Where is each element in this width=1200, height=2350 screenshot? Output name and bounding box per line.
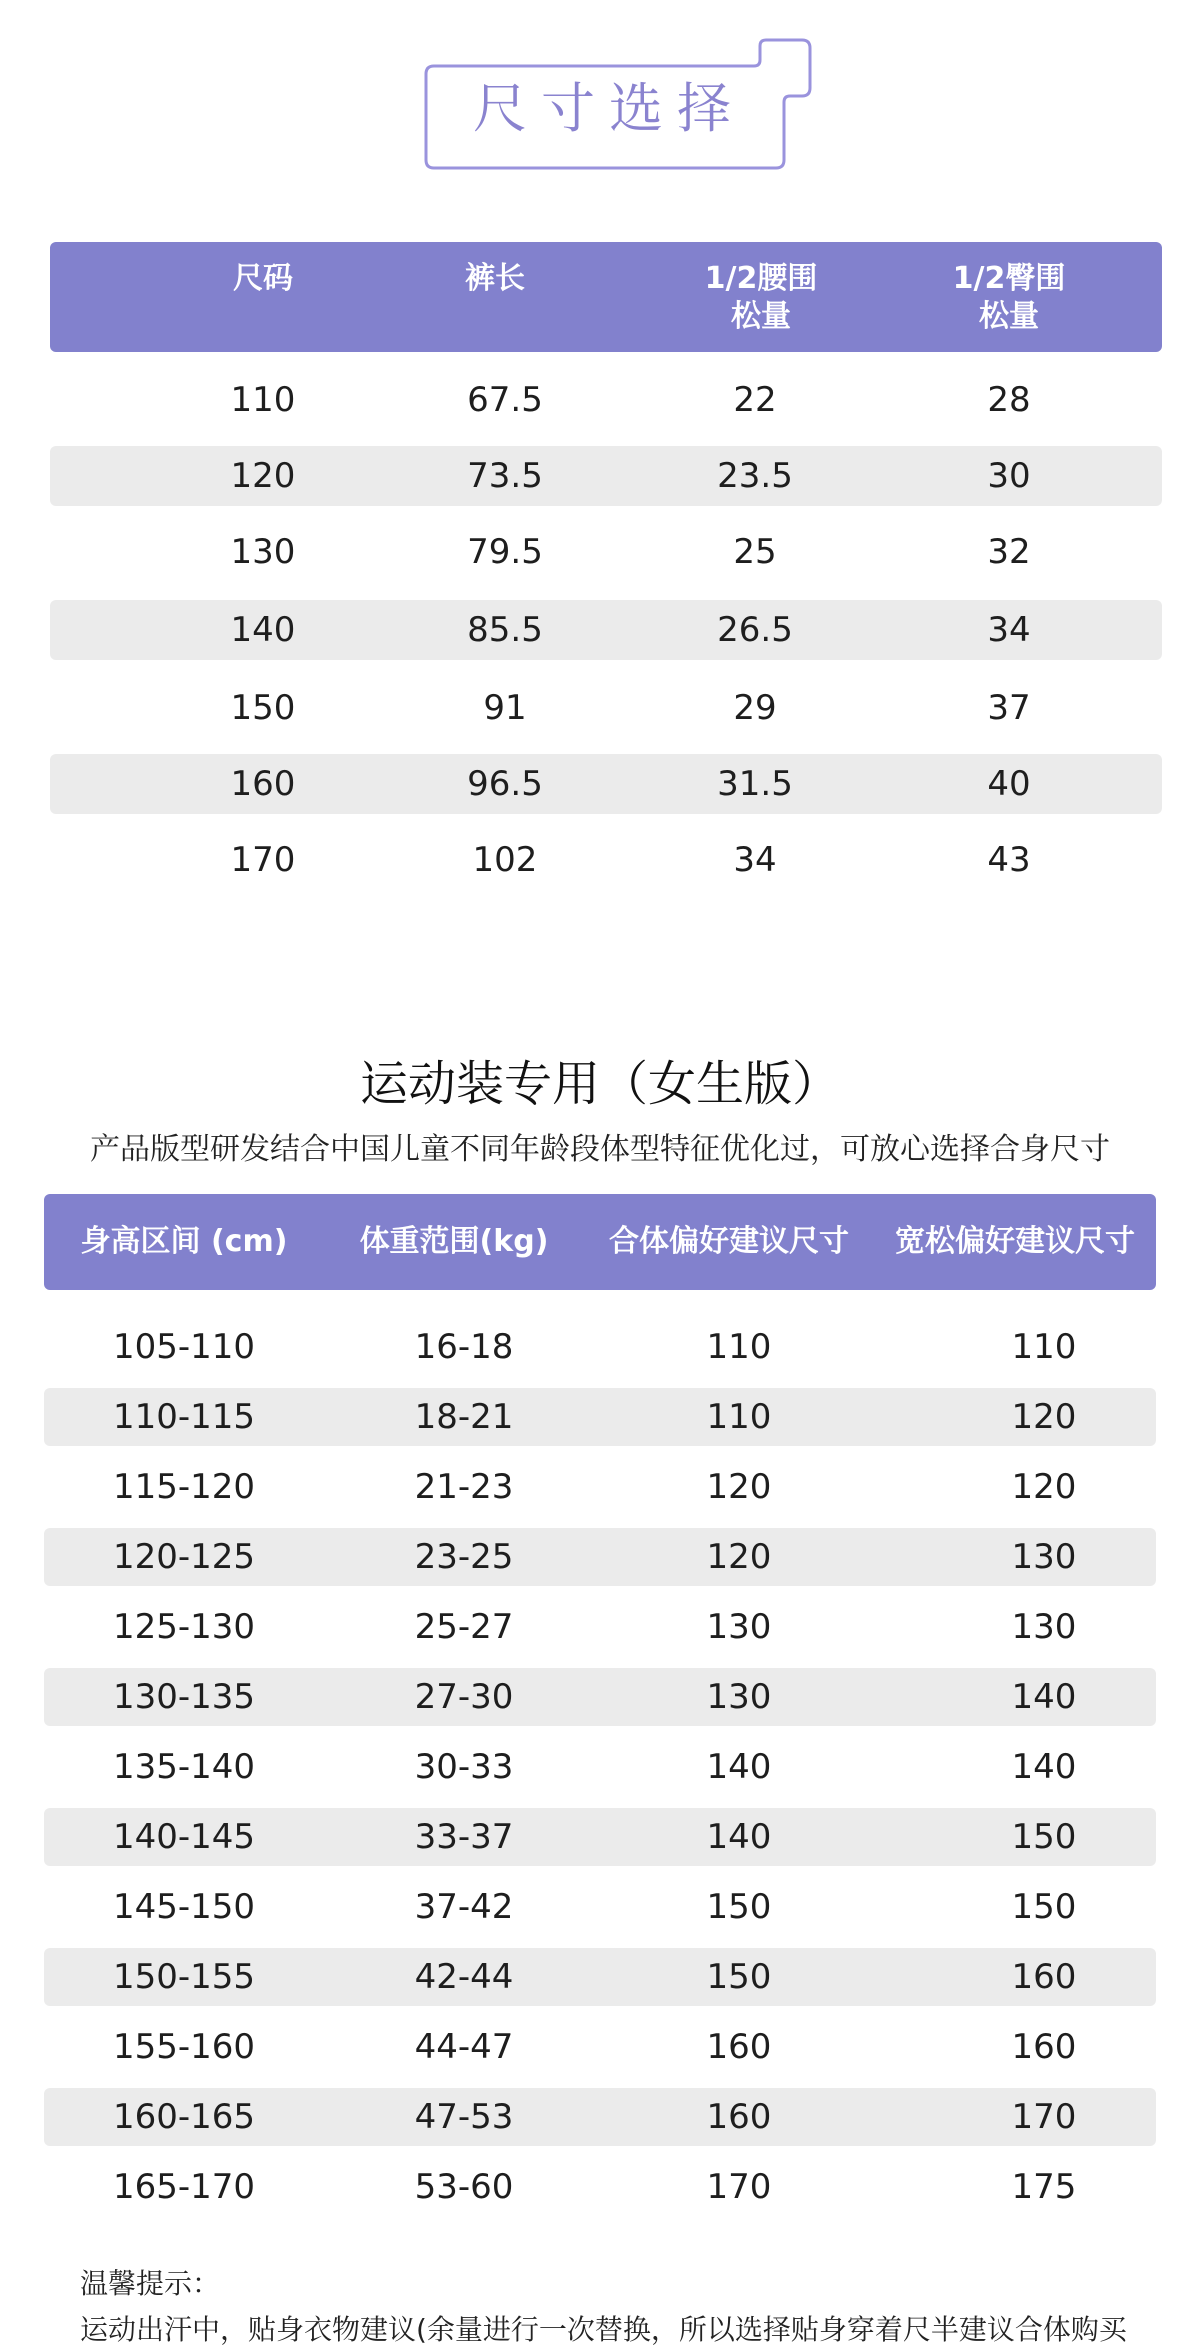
table-row [50,600,1162,660]
table-row [44,1528,1156,1586]
length-cell: 85.5 [467,610,543,650]
table-row [44,1738,1156,1796]
fit-size-cell: 160 [706,2097,772,2137]
loose-size-cell: 140 [1011,1747,1077,1787]
notice-title: 温馨提示： [80,2267,221,2300]
height-cell: 115-120 [112,1467,256,1507]
table-row [44,1318,1156,1376]
loose-size-cell: 130 [1011,1537,1077,1577]
waist-cell: 23.5 [717,456,793,496]
length-cell: 96.5 [467,764,543,804]
fit-size-cell: 150 [706,1887,772,1927]
table-row [50,370,1162,430]
notice-body: 运动出汗中，贴身衣物建议(余量进行一次替换，所以选择贴身穿着尺半建议合体购买 [80,2313,1127,2346]
size-table-header [50,242,1162,352]
size-cell: 120 [230,456,296,496]
table-row [44,1948,1156,2006]
recommend-header-loose: 宽松偏好建议尺寸 [895,1224,1135,1259]
hip-cell: 40 [987,764,1031,804]
table-row [44,1458,1156,1516]
height-cell: 145-150 [112,1887,256,1927]
height-cell: 155-160 [112,2027,256,2067]
length-cell: 102 [472,840,538,880]
table-row [44,1878,1156,1936]
height-cell: 140-145 [112,1817,256,1857]
height-cell: 160-165 [112,2097,256,2137]
hip-cell: 34 [987,610,1031,650]
weight-cell: 21-23 [414,1467,514,1507]
weight-cell: 25-27 [414,1607,514,1647]
waist-cell: 22 [733,380,777,420]
weight-cell: 37-42 [414,1887,514,1927]
loose-size-cell: 130 [1011,1607,1077,1647]
height-cell: 120-125 [112,1537,256,1577]
page-title: 尺寸选择 [473,77,745,140]
table-row [50,678,1162,738]
length-cell: 91 [483,688,527,728]
table-row [44,2088,1156,2146]
fit-size-cell: 130 [706,1607,772,1647]
loose-size-cell: 150 [1011,1817,1077,1857]
fit-size-cell: 120 [706,1537,772,1577]
hip-cell: 37 [987,688,1031,728]
waist-cell: 31.5 [717,764,793,804]
length-cell: 73.5 [467,456,543,496]
waist-cell: 34 [733,840,777,880]
size-cell: 110 [230,380,296,420]
recommend-table-header [44,1194,1156,1290]
weight-cell: 27-30 [414,1677,514,1717]
size-cell: 130 [230,532,296,572]
height-cell: 130-135 [112,1677,256,1717]
fit-size-cell: 120 [706,1467,772,1507]
table-row [44,1808,1156,1866]
fit-size-cell: 140 [706,1817,772,1857]
weight-cell: 44-47 [414,2027,514,2067]
size-header-waist: 1/2腰围 松量 [704,261,818,334]
waist-cell: 29 [733,688,777,728]
fit-size-cell: 110 [706,1397,772,1437]
loose-size-cell: 160 [1011,2027,1077,2067]
hip-cell: 30 [987,456,1031,496]
weight-cell: 23-25 [414,1537,514,1577]
fit-size-cell: 170 [706,2167,772,2207]
fit-size-cell: 140 [706,1747,772,1787]
loose-size-cell: 175 [1011,2167,1077,2207]
loose-size-cell: 170 [1011,2097,1077,2137]
weight-cell: 47-53 [414,2097,514,2137]
fit-size-cell: 110 [706,1327,772,1367]
size-cell: 140 [230,610,296,650]
height-cell: 135-140 [112,1747,256,1787]
weight-cell: 30-33 [414,1747,514,1787]
table-row [44,1388,1156,1446]
loose-size-cell: 120 [1011,1467,1077,1507]
size-header-hip: 1/2臀围 松量 [952,261,1066,334]
height-cell: 125-130 [112,1607,256,1647]
height-cell: 150-155 [112,1957,256,1997]
table-row [44,2018,1156,2076]
hip-cell: 43 [987,840,1031,880]
table-row [44,1668,1156,1726]
recommend-header-weight: 体重范围(kg) [359,1224,549,1259]
section-subtitle: 产品版型研发结合中国儿童不同年龄段体型特征优化过，可放心选择合身尺寸 [90,1132,1110,1167]
length-cell: 67.5 [467,380,543,420]
fit-size-cell: 150 [706,1957,772,1997]
loose-size-cell: 160 [1011,1957,1077,1997]
weight-cell: 18-21 [414,1397,514,1437]
weight-cell: 42-44 [414,1957,514,1997]
title-badge [424,38,814,170]
table-row [50,446,1162,506]
loose-size-cell: 110 [1011,1327,1077,1367]
table-row [50,522,1162,582]
waist-cell: 25 [733,532,777,572]
weight-cell: 33-37 [414,1817,514,1857]
table-row [44,2158,1156,2216]
size-header-length: 裤长 [465,261,525,296]
length-cell: 79.5 [467,532,543,572]
table-row [50,830,1162,890]
size-cell: 150 [230,688,296,728]
weight-cell: 16-18 [414,1327,514,1367]
section-title: 运动装专用（女生版） [359,1056,840,1112]
table-row [50,754,1162,814]
weight-cell: 53-60 [414,2167,514,2207]
waist-cell: 26.5 [717,610,793,650]
fit-size-cell: 130 [706,1677,772,1717]
size-header-size: 尺码 [233,261,293,296]
size-cell: 170 [230,840,296,880]
table-row [44,1598,1156,1656]
hip-cell: 32 [987,532,1031,572]
size-cell: 160 [230,764,296,804]
loose-size-cell: 150 [1011,1887,1077,1927]
height-cell: 165-170 [112,2167,256,2207]
loose-size-cell: 120 [1011,1397,1077,1437]
height-cell: 105-110 [112,1327,256,1367]
loose-size-cell: 140 [1011,1677,1077,1717]
recommend-header-height: 身高区间 (cm) [80,1224,288,1259]
fit-size-cell: 160 [706,2027,772,2067]
hip-cell: 28 [987,380,1031,420]
recommend-header-fit: 合体偏好建议尺寸 [609,1224,849,1259]
height-cell: 110-115 [112,1397,256,1437]
